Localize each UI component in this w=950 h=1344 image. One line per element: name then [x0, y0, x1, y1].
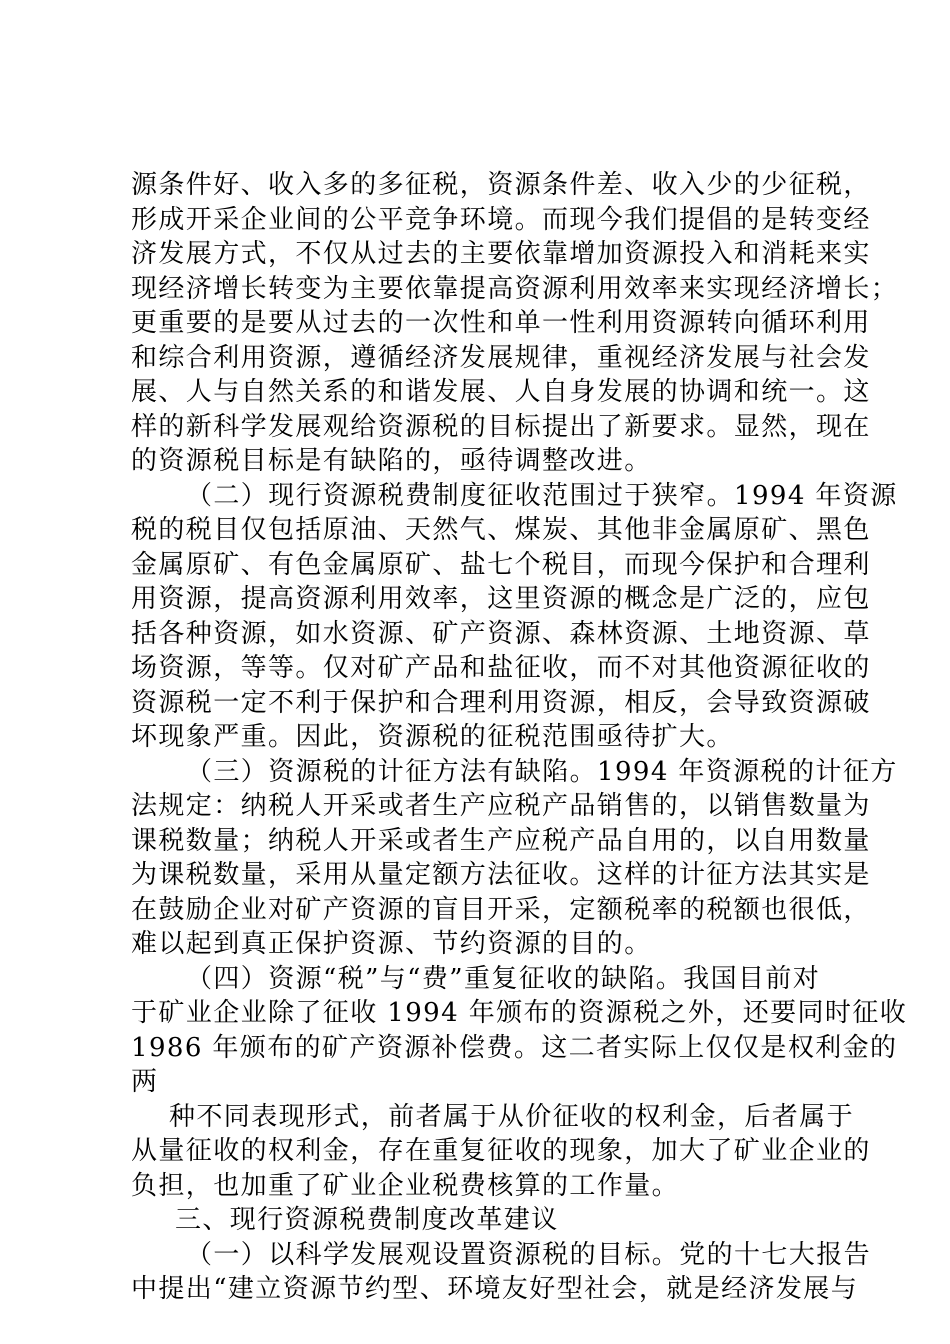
text-line: 和综合利用资源，遵循经济发展规律，重视经济发展与社会发 — [131, 342, 871, 373]
text-line: 税的税目仅包括原油、天然气、煤炭、其他非金属原矿、黑色 — [131, 515, 871, 545]
text-line: 为课税数量，采用从量定额方法征收。这样的计征方法其实是 — [131, 860, 871, 890]
section-heading: 三、现行资源税费制度改革建议 — [175, 1205, 559, 1235]
text-line: 现经济增长转变为主要依靠提高资源利用效率来实现经济增长； — [131, 273, 899, 304]
text-line: 资源税一定不利于保护和合理利用资源，相反，会导致资源破 — [131, 687, 871, 718]
text-line: 金属原矿、有色金属原矿、盐七个税目，而现今保护和合理利 — [131, 549, 871, 580]
text-line: （二）现行资源税费制度征收范围过于狭窄。1994 年资源 — [186, 480, 898, 511]
text-line: 形成开采企业间的公平竞争环境。而现今我们提倡的是转变经 — [131, 204, 871, 235]
text-line: 1986 年颁布的矿产资源补偿费。这二者实际上仅仅是权利金的 — [131, 1032, 898, 1063]
text-line: 在鼓励企业对矿产资源的盲目开采，定额税率的税额也很低， — [131, 894, 871, 925]
text-line: 法规定：纳税人开采或者生产应税产品销售的，以销售数量为 — [131, 791, 871, 821]
text-line: 样的新科学发展观给资源税的目标提出了新要求。显然，现在 — [131, 411, 871, 442]
text-line: 用资源，提高资源利用效率，这里资源的概念是广泛的，应包 — [131, 584, 871, 614]
text-line: 济发展方式，不仅从过去的主要依靠增加资源投入和消耗来实 — [131, 239, 871, 269]
document-body — [131, 168, 908, 1307]
text-line: （三）资源税的计征方法有缺陷。1994 年资源税的计征方 — [186, 756, 898, 787]
text-line: （一）以科学发展观设置资源税的目标。党的十七大报告 — [186, 1239, 872, 1270]
text-line: 中提出“建立资源节约型、环境友好型社会，就是经济发展与 — [131, 1274, 859, 1304]
text-line: 种不同表现形式，前者属于从价征收的权利金，后者属于 — [169, 1101, 855, 1132]
text-line: （四）资源“税”与“费”重复征收的缺陷。我国目前对 — [186, 963, 821, 994]
text-line: 从量征收的权利金，存在重复征收的现象，加大了矿业企业的 — [131, 1136, 871, 1166]
text-line: 更重要的是要从过去的一次性和单一性利用资源转向循环利用 — [131, 308, 871, 338]
text-line: 展、人与自然关系的和谐发展、人自身发展的协调和统一。这 — [131, 377, 871, 407]
text-line: 负担，也加重了矿业企业税费核算的工作量。 — [131, 1170, 680, 1201]
text-line: 源条件好、收入多的多征税，资源条件差、收入少的少征税， — [131, 170, 871, 200]
text-line: 的资源税目标是有缺陷的，亟待调整改进。 — [131, 446, 652, 476]
text-line: 场资源，等等。仅对矿产品和盐征收，而不对其他资源征收的 — [131, 653, 871, 683]
text-line: 课税数量；纳税人开采或者生产应税产品自用的，以自用数量 — [131, 825, 871, 856]
text-line: 难以起到真正保护资源、节约资源的目的。 — [131, 929, 652, 959]
text-line: 括各种资源，如水资源、矿产资源、森林资源、土地资源、草 — [131, 618, 871, 649]
text-line: 两 — [131, 1067, 159, 1097]
text-line: 于矿业企业除了征收 1994 年颁布的资源税之外，还要同时征收 — [131, 998, 908, 1028]
text-line: 坏现象严重。因此，资源税的征税范围亟待扩大。 — [131, 722, 734, 752]
